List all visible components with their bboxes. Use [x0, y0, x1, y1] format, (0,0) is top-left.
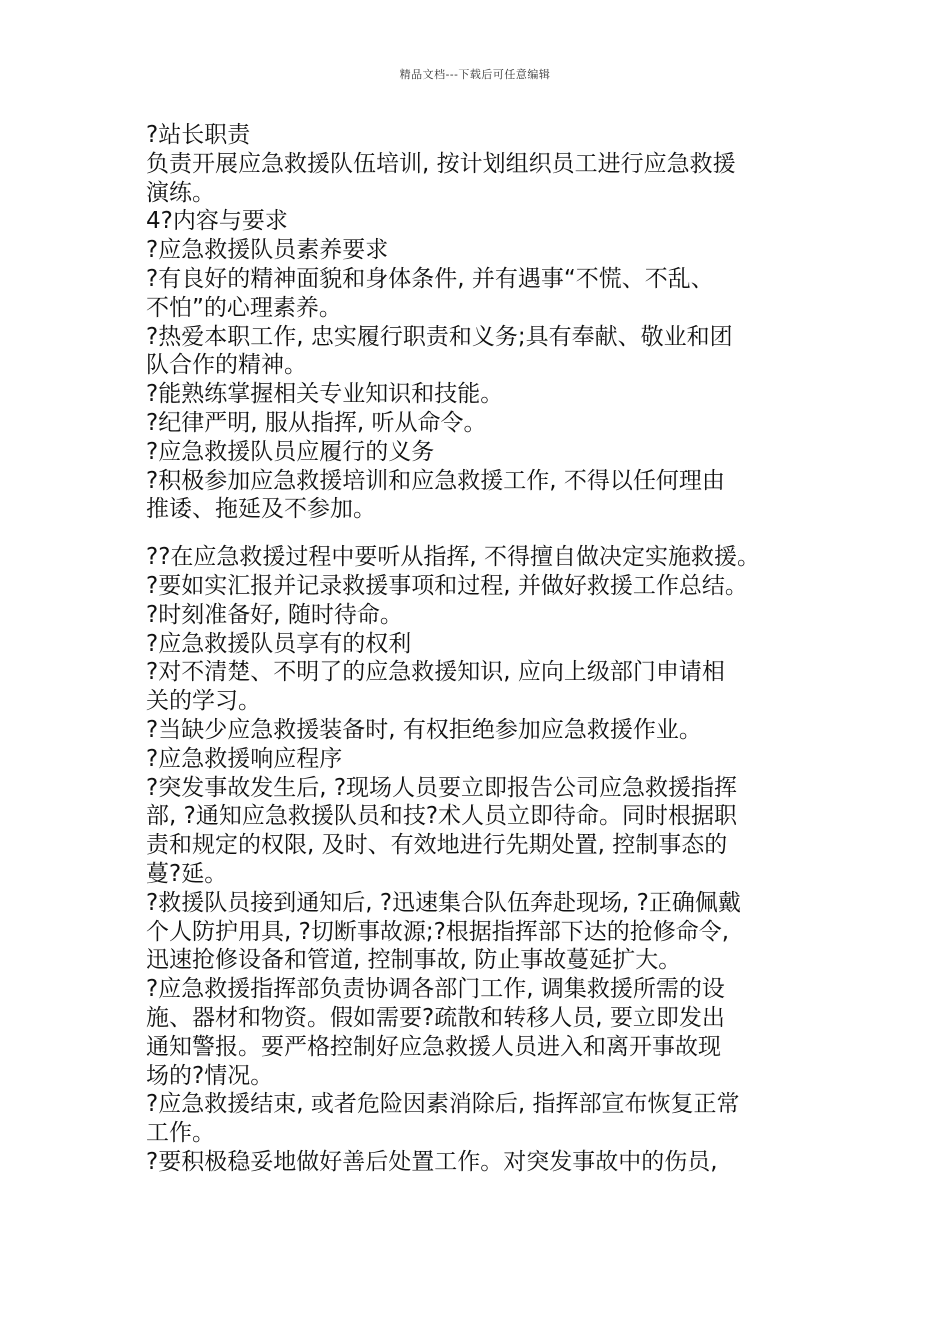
text-line: ?突发事故发生后, ?现场人员要立即报告公司应急救援指挥	[146, 774, 738, 801]
text-line: 蔓?延。	[146, 860, 228, 887]
text-line: ?应急救援队员素养要求	[146, 237, 389, 264]
text-line: 迅速抢修设备和管道, 控制事故, 防止事故蔓延扩大。	[146, 947, 682, 974]
text-line: ?应急救援指挥部负责协调各部门工作, 调集救援所需的设	[146, 976, 725, 1003]
text-line: 队合作的精神。	[146, 352, 307, 379]
text-line: ?救援队员接到通知后, ?迅速集合队伍奔赴现场, ?正确佩戴	[146, 889, 741, 916]
section-part-a	[146, 121, 826, 524]
text-line: 施、器材和物资。假如需要?疏散和转移人员, 要立即发出	[146, 1004, 725, 1031]
text-line: ?能熟练掌握相关专业知识和技能。	[146, 381, 504, 408]
text-line: ?应急救援结束, 或者危险因素消除后, 指挥部宣布恢复正常	[146, 1091, 740, 1118]
document-body	[146, 121, 826, 1177]
text-line: 责和规定的权限, 及时、有效地进行先期处置, 控制事态的	[146, 832, 728, 859]
text-line: ?要积极稳妥地做好善后处置工作。对突发事故中的伤员,	[146, 1148, 718, 1175]
text-line: ?应急救援队员应履行的义务	[146, 438, 435, 465]
text-line: ?站长职责	[146, 122, 251, 148]
text-line: 通知警报。要严格控制好应急救援人员进入和离开事故现	[146, 1033, 721, 1060]
text-line: ?积极参加应急救援培训和应急救援工作, 不得以任何理由	[146, 467, 725, 494]
text-line: 工作。	[146, 1120, 215, 1147]
text-line: ?有良好的精神面貌和身体条件, 并有遇事“不慌、不乱、	[146, 265, 714, 292]
text-line: ?纪律严明, 服从指挥, 听从命令。	[146, 409, 487, 436]
text-line: 关的学习。	[146, 688, 261, 715]
section-part-b	[146, 543, 826, 1177]
text-line: 负责开展应急救援队伍培训, 按计划组织员工进行应急救援	[146, 150, 736, 177]
text-line: ??在应急救援过程中要听从指挥, 不得擅自做决定实施救援。	[146, 544, 761, 571]
text-line: 个人防护用具, ?切断事故源;?根据指挥部下达的抢修命令,	[146, 918, 730, 945]
text-line: 推诿、拖延及不参加。	[146, 496, 376, 523]
text-line: 场的?情况。	[146, 1062, 274, 1089]
text-line: 不怕”的心理素养。	[146, 294, 342, 321]
text-line: ?应急救援响应程序	[146, 745, 343, 772]
paragraph-gap	[146, 524, 826, 543]
text-line: ?热爱本职工作, 忠实履行职责和义务;具有奉献、敬业和团	[146, 323, 733, 350]
page-header: 精品文档---下载后可任意编辑	[399, 68, 551, 81]
text-line: ?要如实汇报并记录救援事项和过程, 并做好救援工作总结。	[146, 572, 748, 599]
text-line: ?当缺少应急救援装备时, 有权拒绝参加应急救援作业。	[146, 716, 702, 743]
text-line: ?应急救援队员享有的权利	[146, 630, 412, 657]
text-line: 演练。	[146, 179, 215, 206]
text-line: ?对不清楚、不明了的应急救援知识, 应向上级部门申请相	[146, 659, 725, 686]
text-line: 4?内容与要求	[146, 208, 288, 235]
text-line: ?时刻准备好, 随时待命。	[146, 601, 403, 628]
text-line: 部, ?通知应急救援队员和技?术人员立即待命。同时根据职	[146, 803, 738, 830]
